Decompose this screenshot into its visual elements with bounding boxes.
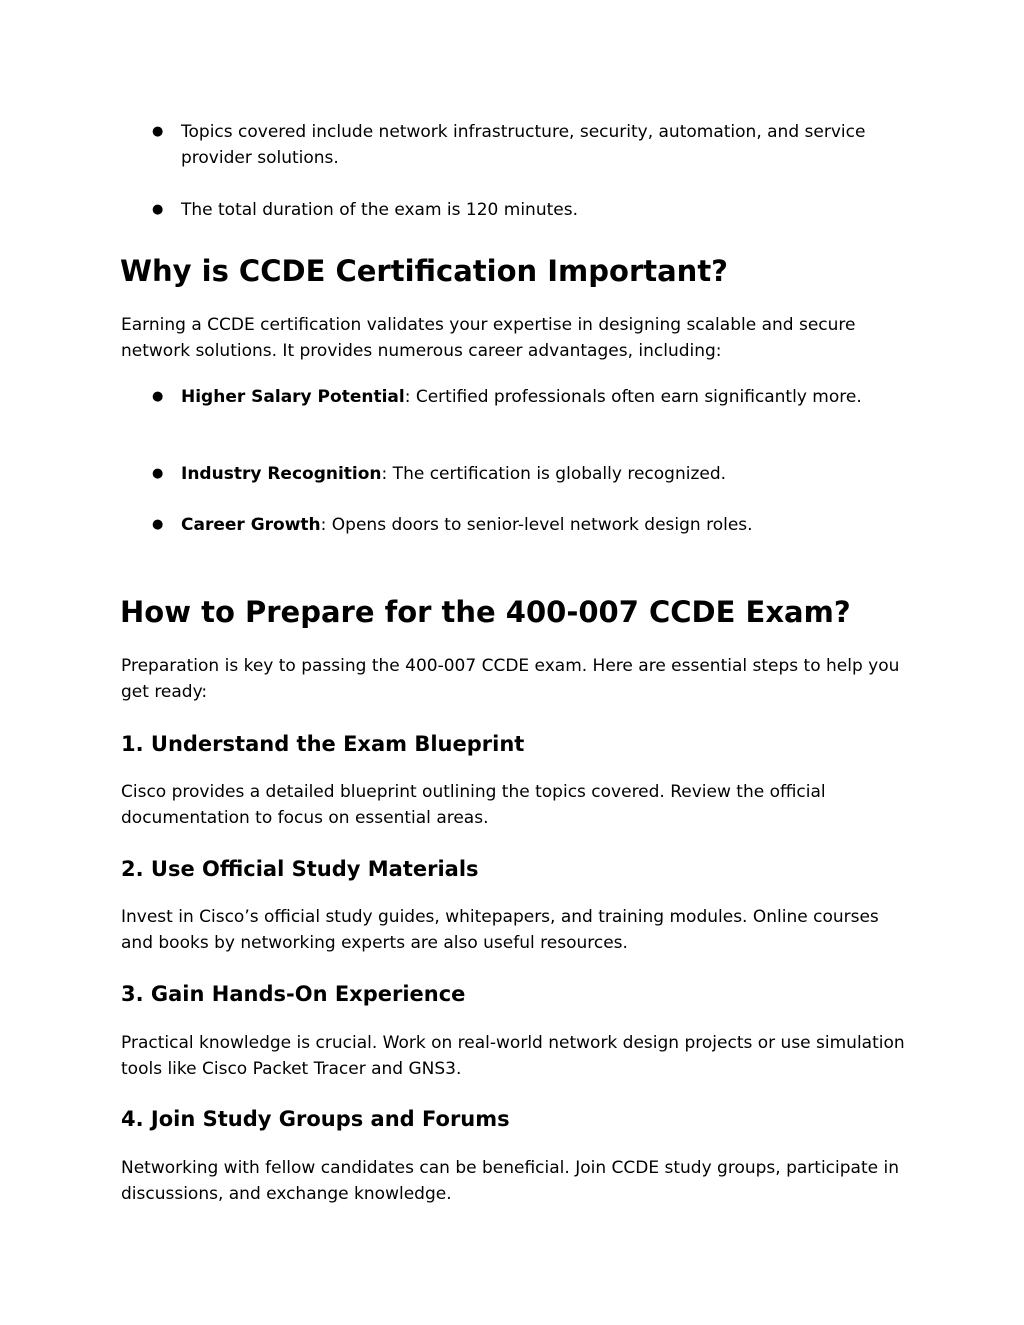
list-item [152, 119, 912, 171]
list-item-description: : Opens doors to senior-level network design roles. [320, 515, 753, 535]
bullet-icon: ● [152, 124, 164, 139]
list-item-text: Topics covered include network infrastructure, security, automation, and service provider solutions. [181, 122, 866, 168]
list-item-text: The total duration of the exam is 120 minutes. [181, 200, 578, 220]
list-item-text [181, 384, 912, 410]
step-heading: 1. Understand the Exam Blueprint [121, 732, 525, 756]
step-body: Networking with fellow candidates can be beneficial. Join CCDE study groups, participate in discussions, and exchange knowledge. [121, 1158, 899, 1204]
list-item-term: Industry Recognition [181, 464, 382, 484]
bullet-icon: ● [152, 389, 164, 404]
step-heading: 3. Gain Hands-On Experience [121, 982, 466, 1006]
list-item-description: : Certified professionals often earn significantly more. [404, 387, 862, 407]
list-item-term: Higher Salary Potential [181, 387, 405, 407]
bullet-icon: ● [152, 466, 164, 481]
list-item [152, 512, 912, 538]
list-item-text [181, 512, 912, 538]
step-heading: 4. Join Study Groups and Forums [121, 1107, 510, 1131]
list-item [152, 197, 912, 223]
section-intro-prepare: Preparation is key to passing the 400-007 CCDE exam. Here are essential steps to help you get ready: [121, 656, 900, 702]
step-body: Cisco provides a detailed blueprint outlining the topics covered. Review the official documentation to focus on essential areas. [121, 782, 826, 828]
step-heading: 2. Use Official Study Materials [121, 857, 479, 881]
list-item-text [181, 461, 912, 487]
step-body: Practical knowledge is crucial. Work on real-world network design projects or use simulation tools like Cisco Packet Tracer and GNS3. [121, 1033, 905, 1079]
bullet-icon: ● [152, 517, 164, 532]
list-item-description: : The certification is globally recognized. [381, 464, 727, 484]
list-item [152, 384, 912, 410]
list-item [152, 461, 912, 487]
section-heading-prepare: How to Prepare for the 400-007 CCDE Exam? [120, 595, 851, 629]
bullet-icon: ● [152, 202, 164, 217]
step-body: Invest in Cisco’s official study guides, whitepapers, and training modules. Online courses and books by networking experts are also useful resources. [121, 907, 879, 953]
section-intro-why: Earning a CCDE certification validates your expertise in designing scalable and secure network solutions. It provides numerous career advantages, including: [121, 315, 856, 361]
list-item-term: Career Growth [181, 515, 321, 535]
section-heading-why: Why is CCDE Certification Important? [120, 254, 729, 288]
